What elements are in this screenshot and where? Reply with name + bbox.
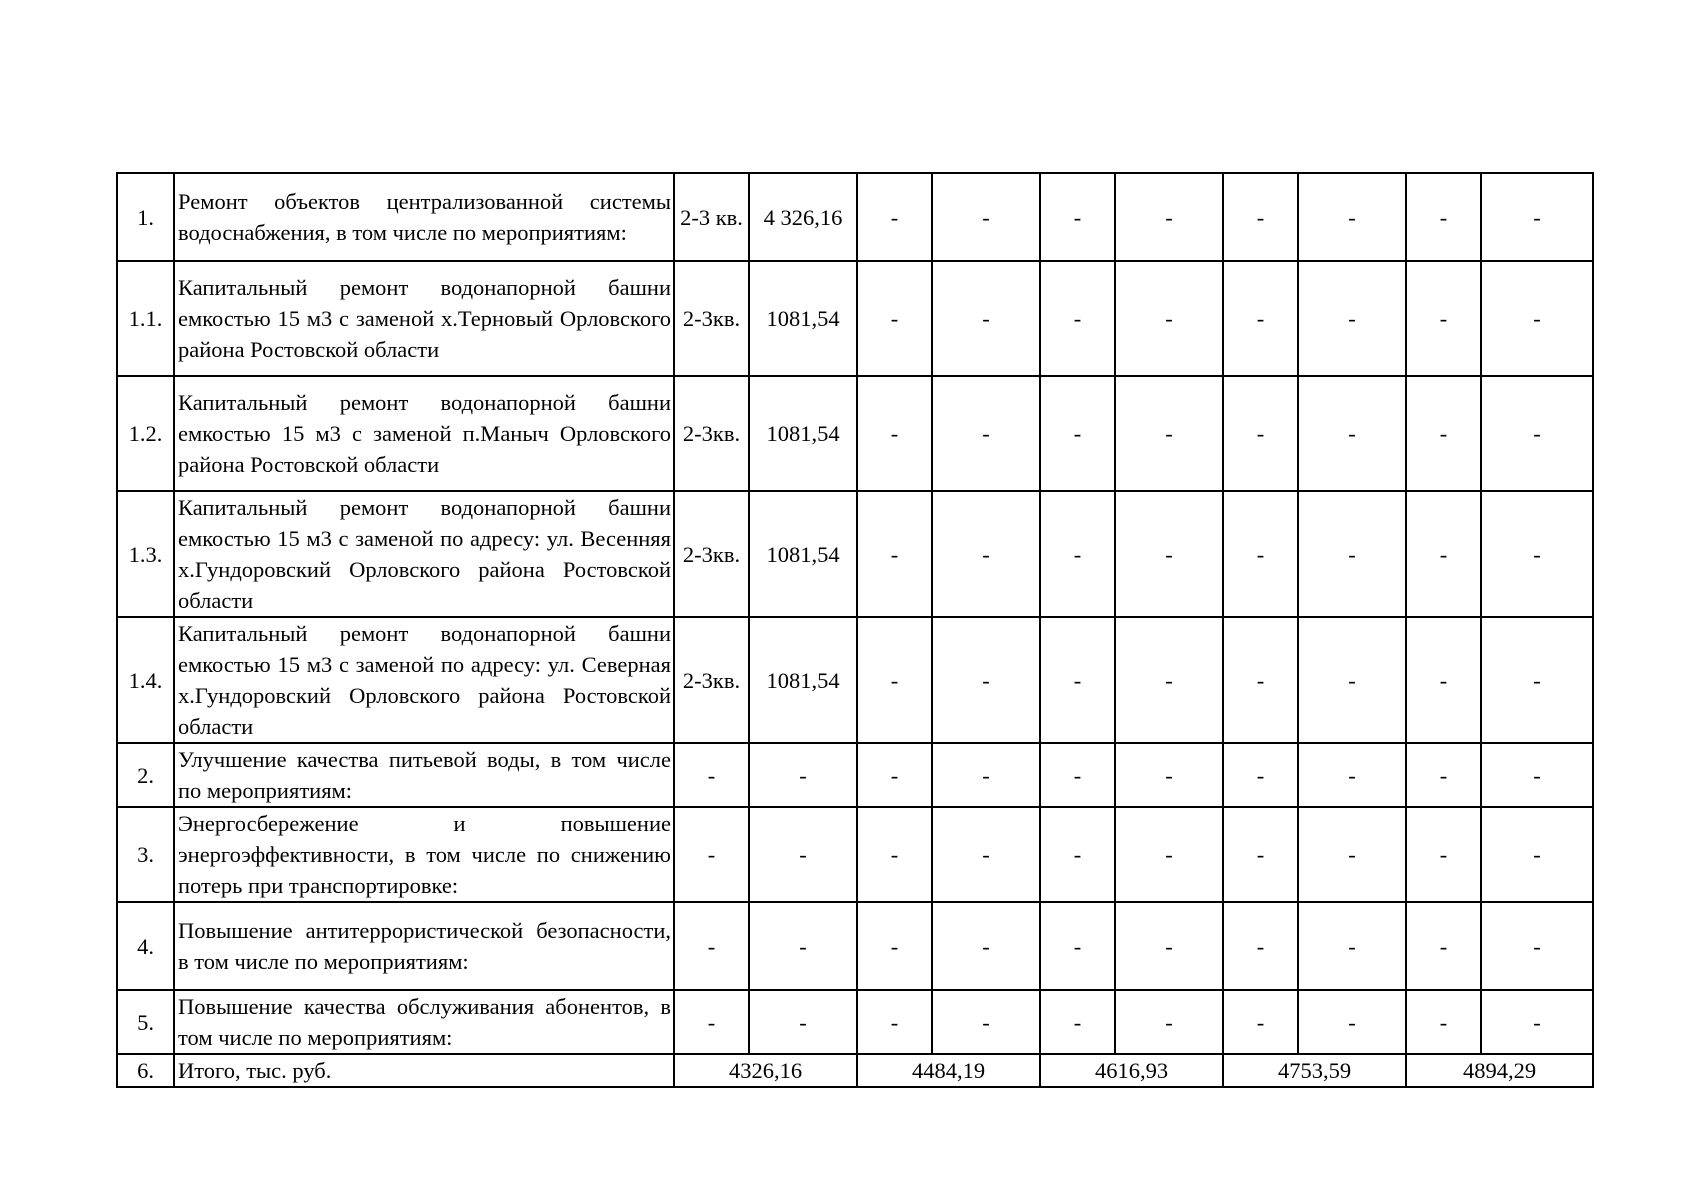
table-cell: -: [1223, 376, 1298, 491]
row-number: 4.: [117, 902, 174, 990]
table-cell: -: [1481, 261, 1593, 376]
row-amount: 1081,54: [749, 376, 857, 491]
row-number: 1.: [117, 173, 174, 261]
row-period: -: [674, 990, 749, 1054]
row-description: Повышение антитеррористической безопасности, в том числе по мероприятиям:: [174, 902, 674, 990]
table-row: [117, 173, 1593, 261]
table-cell: -: [1223, 990, 1298, 1054]
row-amount: -: [749, 902, 857, 990]
row-amount: 1081,54: [749, 261, 857, 376]
table-cell: -: [932, 173, 1040, 261]
table-cell: -: [857, 491, 932, 617]
total-label: Итого, тыс. руб.: [174, 1054, 674, 1087]
row-period: 2-3 кв.: [674, 173, 749, 261]
table-cell: -: [1406, 990, 1481, 1054]
table-cell: -: [1406, 617, 1481, 743]
table-row: [117, 743, 1593, 807]
row-description: Капитальный ремонт водонапорной башни емкостью 15 м3 с заменой х.Терновый Орловского района Ростовской области: [174, 261, 674, 376]
table-cell: -: [1115, 173, 1223, 261]
row-description: Энергосбережение и повышение энергоэффективности, в том числе по снижению потерь при транспортировке:: [174, 807, 674, 902]
table-cell: -: [1040, 261, 1115, 376]
table-cell: -: [857, 261, 932, 376]
table-cell: -: [932, 902, 1040, 990]
total-sum: 4326,16: [674, 1054, 857, 1087]
row-description: Улучшение качества питьевой воды, в том числе по мероприятиям:: [174, 743, 674, 807]
table-cell: -: [857, 990, 932, 1054]
table-cell: -: [1481, 376, 1593, 491]
table-cell: -: [1040, 807, 1115, 902]
table-cell: -: [1115, 990, 1223, 1054]
table-cell: -: [1040, 376, 1115, 491]
table-cell: -: [1481, 491, 1593, 617]
table-cell: -: [1298, 807, 1406, 902]
row-number: 1.3.: [117, 491, 174, 617]
table-cell: -: [857, 617, 932, 743]
row-period: 2-3кв.: [674, 376, 749, 491]
row-amount: 4 326,16: [749, 173, 857, 261]
row-number: 2.: [117, 743, 174, 807]
table-row: [117, 902, 1593, 990]
row-period: 2-3кв.: [674, 617, 749, 743]
table-row: [117, 261, 1593, 376]
table-cell: -: [1406, 743, 1481, 807]
table-cell: -: [1115, 491, 1223, 617]
row-period: -: [674, 743, 749, 807]
table-cell: -: [1115, 617, 1223, 743]
total-sum: 4484,19: [857, 1054, 1040, 1087]
total-sum: 4894,29: [1406, 1054, 1593, 1087]
table-cell: -: [1298, 990, 1406, 1054]
row-number: 1.4.: [117, 617, 174, 743]
row-description: Капитальный ремонт водонапорной башни емкостью 15 м3 с заменой по адресу: ул. Весенняя х.Гундоровский Орловского района Ростовской области: [174, 491, 674, 617]
table-cell: -: [1040, 743, 1115, 807]
row-period: 2-3кв.: [674, 261, 749, 376]
table-cell: -: [1223, 261, 1298, 376]
table-cell: -: [1040, 990, 1115, 1054]
table-cell: -: [1481, 617, 1593, 743]
table-cell: -: [1040, 491, 1115, 617]
table-cell: -: [857, 807, 932, 902]
table-cell: -: [1223, 173, 1298, 261]
table-cell: -: [1115, 376, 1223, 491]
table-cell: -: [1115, 807, 1223, 902]
table-cell: -: [932, 743, 1040, 807]
table-cell: -: [1298, 617, 1406, 743]
table-cell: -: [1223, 743, 1298, 807]
table-row: [117, 491, 1593, 617]
table-cell: -: [857, 376, 932, 491]
table-cell: -: [1223, 807, 1298, 902]
row-description: Капитальный ремонт водонапорной башни емкостью 15 м3 с заменой п.Маныч Орловского района Ростовской области: [174, 376, 674, 491]
table-cell: -: [1223, 617, 1298, 743]
table-cell: -: [1298, 261, 1406, 376]
table-cell: -: [1406, 173, 1481, 261]
table-cell: -: [1298, 173, 1406, 261]
table-cell: -: [1406, 376, 1481, 491]
table-cell: -: [1481, 902, 1593, 990]
table-cell: -: [1115, 743, 1223, 807]
table-cell: -: [1298, 743, 1406, 807]
table-cell: -: [1223, 491, 1298, 617]
row-amount: 1081,54: [749, 617, 857, 743]
row-number: 1.2.: [117, 376, 174, 491]
row-description: Ремонт объектов централизованной системы водоснабжения, в том числе по мероприятиям:: [174, 173, 674, 261]
investment-program-table: [116, 172, 1594, 1088]
table-cell: -: [1115, 902, 1223, 990]
table-cell: -: [1298, 376, 1406, 491]
table-cell: -: [932, 807, 1040, 902]
table-cell: -: [1040, 902, 1115, 990]
table-cell: -: [1406, 807, 1481, 902]
table-row: [117, 376, 1593, 491]
row-description: Капитальный ремонт водонапорной башни емкостью 15 м3 с заменой по адресу: ул. Северная х.Гундоровский Орловского района Ростовской области: [174, 617, 674, 743]
table-cell: -: [857, 173, 932, 261]
row-amount: 1081,54: [749, 491, 857, 617]
table-cell: -: [1481, 807, 1593, 902]
table-cell: -: [1223, 902, 1298, 990]
table-cell: -: [1481, 990, 1593, 1054]
row-period: 2-3кв.: [674, 491, 749, 617]
row-period: -: [674, 807, 749, 902]
table-row: [117, 990, 1593, 1054]
total-row: [117, 1054, 1593, 1087]
table-cell: -: [1481, 743, 1593, 807]
table-cell: -: [857, 902, 932, 990]
row-number: 1.1.: [117, 261, 174, 376]
row-number: 3.: [117, 807, 174, 902]
table-cell: -: [1406, 491, 1481, 617]
table-row: [117, 807, 1593, 902]
table-row: [117, 617, 1593, 743]
table-cell: -: [932, 990, 1040, 1054]
row-number: 6.: [117, 1054, 174, 1087]
table-cell: -: [1406, 902, 1481, 990]
table-cell: -: [857, 743, 932, 807]
table-cell: -: [1298, 491, 1406, 617]
total-sum: 4753,59: [1223, 1054, 1406, 1087]
table-cell: -: [932, 376, 1040, 491]
table-cell: -: [932, 617, 1040, 743]
table-cell: -: [1481, 173, 1593, 261]
table-cell: -: [1115, 261, 1223, 376]
row-amount: -: [749, 990, 857, 1054]
table-cell: -: [1406, 261, 1481, 376]
table-cell: -: [1040, 173, 1115, 261]
row-amount: -: [749, 743, 857, 807]
table-cell: -: [932, 491, 1040, 617]
row-number: 5.: [117, 990, 174, 1054]
row-description: Повышение качества обслуживания абонентов, в том числе по мероприятиям:: [174, 990, 674, 1054]
row-amount: -: [749, 807, 857, 902]
table-cell: -: [932, 261, 1040, 376]
total-sum: 4616,93: [1040, 1054, 1223, 1087]
table-cell: -: [1298, 902, 1406, 990]
table-cell: -: [1040, 617, 1115, 743]
row-period: -: [674, 902, 749, 990]
